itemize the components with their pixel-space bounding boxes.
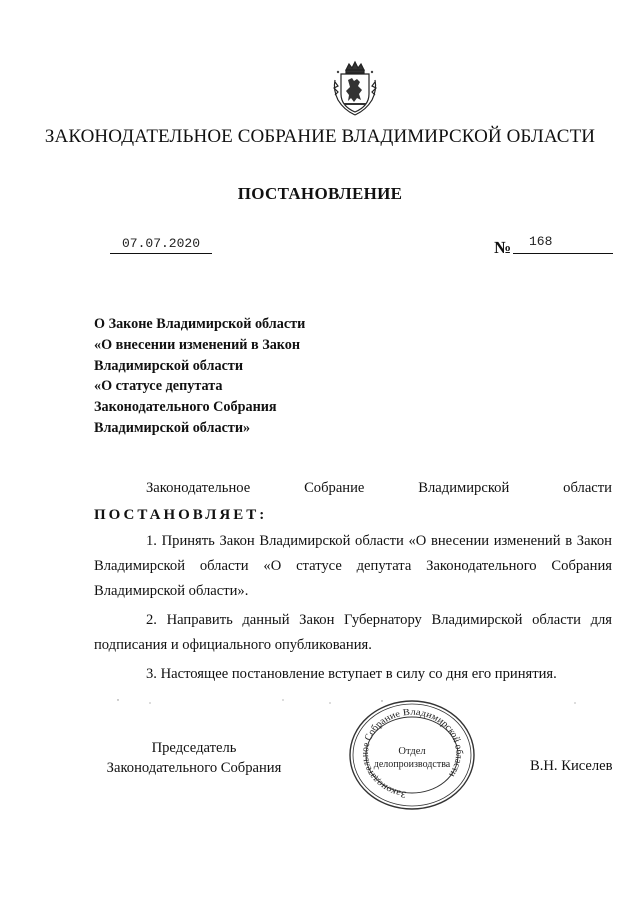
subject-line: «О внесении изменений в Закон (94, 336, 301, 353)
intro-word: Законодательное (146, 480, 251, 496)
organization-title: ЗАКОНОДАТЕЛЬНОЕ СОБРАНИЕ ВЛАДИМИРСКОЙ ОБЛАСТИ (44, 126, 596, 147)
subject-line: Владимирской области (94, 357, 244, 374)
paragraph-1: 1. Принять Закон Владимирской области «О внесении изменений в Закон Владимирской области «О статусе депутата Законодательного Собрания Владимирской области». (94, 533, 612, 599)
intro-word: Собрание (304, 480, 365, 496)
subject-line: «О статусе депутата (94, 378, 223, 395)
coat-of-arms-icon (332, 60, 378, 118)
intro-word: области (563, 480, 612, 496)
number-value: 168 (529, 234, 553, 249)
intro-line (94, 476, 612, 501)
date-field (110, 236, 212, 254)
stamp-center-line1: Отдел (398, 746, 426, 757)
stamp-center-line2: делопроизводства (373, 759, 451, 770)
paragraph-3: 3. Настоящее постановление вступает в силу со дня его принятия. (146, 666, 557, 682)
date-value: 07.07.2020 (122, 236, 201, 251)
decree-word: ПОСТАНОВЛЯЕТ: (94, 507, 268, 523)
position-line: Законодательного Собрания (106, 760, 282, 776)
signatory-name: В.Н. Киселев (530, 758, 613, 774)
number-sign: № (494, 238, 512, 257)
official-stamp (344, 698, 480, 816)
stamp-ring-text: Законодательное Собрание Владимирской области (359, 707, 465, 800)
signatory-position (94, 738, 294, 778)
position-line: Председатель (151, 740, 237, 756)
subject-block (94, 314, 414, 439)
paragraph-2: 2. Направить данный Закон Губернатору Владимирской области для подписания и официального опубликования. (94, 612, 612, 653)
intro-word: Владимирской (418, 480, 510, 496)
subject-line: Владимирской области» (94, 419, 251, 436)
subject-line: Законодательного Собрания (94, 399, 277, 416)
subject-line: О Законе Владимирской области (94, 316, 306, 332)
number-field (513, 236, 613, 254)
document-body (94, 476, 612, 687)
document-type-heading: ПОСТАНОВЛЕНИЕ (237, 184, 403, 203)
